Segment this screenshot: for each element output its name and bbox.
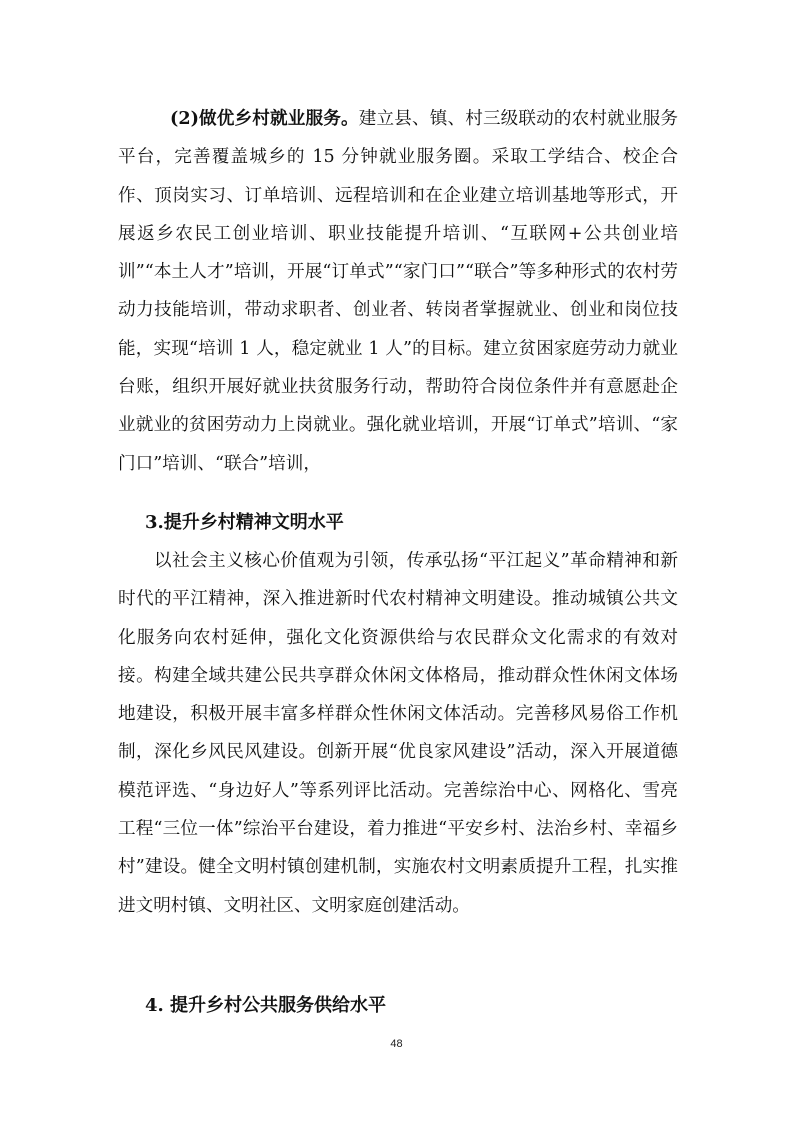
section-heading-4: 4. 提升乡村公共服务供给水平 [145,995,387,1016]
paragraph-spiritual-civilization: 以社会主义核心价值观为引领，传承弘扬“平江起义”革命精神和新时代的平江精神，深入推进新时代农村精神文明建设。推动城镇公共文化服务向农村延伸，强化文化资源供给与农民群众文化需求的有效对接。构建全域共建公民共享群众休闲文体格局，推动群众性休闲文体场地建设，积极开展丰富多样群众性休闲文体活动。完善移风易俗工作机制，深化乡风民风建设。创新开展“优良家风建设”活动，深入开展道德模范评选、“身边好人”等系列评比活动。完善综治中心、网格化、雪亮工程“三位一体”综治平台建设，着力推进“平安乡村、法治乡村、幸福乡村”建设。健全文明村镇创建机制，实施农村文明素质提升工程，扎实推进文明村镇、文明社区、文明家庭创建活动。 [118,551,678,916]
section-heading-3: 3.提升乡村精神文明水平 [145,512,344,533]
paragraph-body: 建立县、镇、村三级联动的农村就业服务平台，完善覆盖城乡的 15 分钟就业服务圈。采取工学结合、校企合作、顶岗实习、订单培训、远程培训和在企业建立培训基地等形式，开展返乡农民工创业培训、职业技能提升培训、“互联网+公共创业培训”“本土人才”培训，开展“订单式”“家门口”“联合”等多种形式的农村劳动力技能培训，带动求职者、创业者、转岗者掌握就业、创业和岗位技能，实现“培训 1 人，稳定就业 1 人”的目标。建立贫困家庭劳动力就业台账，组织开展好就业扶贫服务行动，帮助符合岗位条件并有意愿赴企业就业的贫困劳动力上岗就业。强化就业培训，开展“订单式”培训、“家门口”培训、“联合”培训， [118,109,678,474]
page-number: 48 [390,1038,403,1050]
paragraph-employment-services [118,100,678,483]
paragraph-lead-title: (2)做优乡村就业服务。 [170,108,359,129]
